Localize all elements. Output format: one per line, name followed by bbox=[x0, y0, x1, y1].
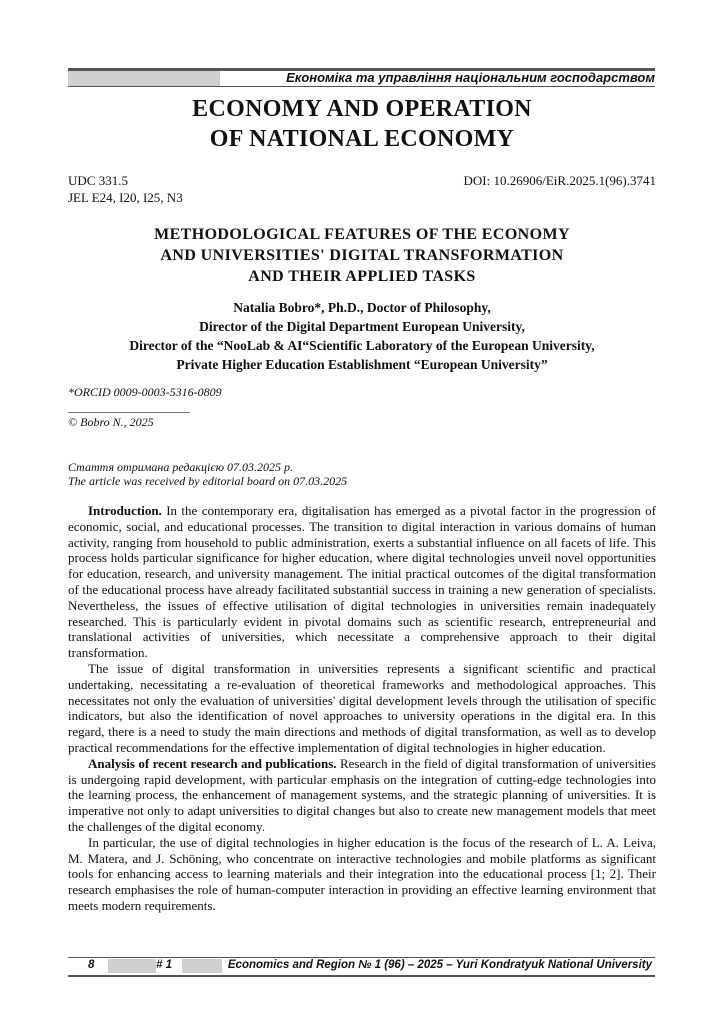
copyright: © Bobro N., 2025 bbox=[68, 415, 154, 429]
udc: UDC 331.5 bbox=[68, 173, 128, 188]
article-title-line-1: METHODOLOGICAL FEATURES OF THE ECONOMY bbox=[154, 226, 570, 243]
article-title-line-2: AND UNIVERSITIES' DIGITAL TRANSFORMATION bbox=[160, 247, 564, 264]
paragraph-issue: The issue of digital transformation in universities represents a significant scientific and practical undertaking, necessitating a re-evaluation of theoretical frameworks and methodological approaches. This necessitates not only the evaluation of universities' digital development levels through the utilisation of specific indicators, but also the identification of novel approaches to university operations in the digital era. In this regard, there is a need to study the main directions and methods of digital transformation, as well as to develop practical recommendations for the effective implementation of digital technologies in higher education. bbox=[68, 660, 656, 755]
paragraph-analysis: Analysis of recent research and publications. Research in the field of digital transformation of universities is undergoing rapid development, with particular emphasis on the integration of cutting-edge technologies into the learning process, the enhancement of management systems, and the strategic planning of universities. It is imperative not only to adapt universities to digital changes but also to create new management models that meet the challenges of the digital economy. bbox=[68, 755, 656, 834]
article-title-line-3: AND THEIR APPLIED TASKS bbox=[248, 268, 476, 285]
section-title-line-2: OF NATIONAL ECONOMY bbox=[209, 126, 515, 152]
separator-line bbox=[68, 412, 190, 413]
author-line-3: Director of the “NooLab & AI“Scientific Laboratory of the European University, bbox=[129, 338, 595, 353]
footer-journal: Economics and Region № 1 (96) – 2025 – Yuri Kondratyuk National University bbox=[227, 959, 652, 971]
section-title-line-1: ECONOMY AND OPERATION bbox=[192, 96, 532, 122]
running-header: Економіка та управління національним господарством bbox=[286, 70, 655, 85]
article-body bbox=[68, 503, 656, 914]
footer-shade-2 bbox=[182, 959, 222, 973]
footer-rule-bottom bbox=[68, 975, 655, 977]
header-shade bbox=[68, 71, 220, 86]
paragraph-introduction: Introduction. In the contemporary era, digitalisation has emerged as a pivotal factor in the progression of economic, social, and educational processes. The transition to digital interaction in various domains of human activity, ranging from household to public administration, exerts a substantial influence on all facets of life. This process holds particular significance for higher education, where digital technologies unveil novel opportunities for education, research, and university management. The initial practical outcomes of the digital transformation of the educational process have already facilitated substantial success in training a new generation of specialists. Nevertheless, the issues of effective utilisation of digital technologies in universities remain inadequately researched. This is particularly evident in pivotal domains such as scientific research, entrepreneurial and translational activities of universities, which necessitate a comprehensive approach to their digital transformation. bbox=[68, 503, 656, 661]
page-number: 8 bbox=[88, 959, 95, 971]
jel: JEL E24, I20, I25, N3 bbox=[68, 190, 183, 205]
paragraph-research: In particular, the use of digital technologies in higher education is the focus of the research of L. A. Leiva, M. Matera, and J. Schöning, who concentrate on interactive technologies and mobile platforms as significant tools for enhancing access to learning materials and their integration into the educational process [1; 2]. Their research emphasises the role of human-computer interaction in providing an effective learning environment that meets modern requirements. bbox=[68, 834, 656, 913]
orcid: *ORCID 0009-0003-5316-0809 bbox=[68, 385, 222, 399]
footer-shade-1 bbox=[108, 959, 156, 973]
author-line-2: Director of the Digital Department European University, bbox=[199, 319, 525, 334]
issue-number: # 1 bbox=[156, 959, 172, 971]
received-date-en: The article was received by editorial board on 07.03.2025 bbox=[68, 474, 348, 488]
received-date-uk: Стаття отримана редакцією 07.03.2025 р. bbox=[68, 460, 294, 474]
author-line-4: Private Higher Education Establishment “European University” bbox=[176, 357, 548, 372]
footer-rule-top bbox=[68, 957, 655, 958]
doi: DOI: 10.26906/EiR.2025.1(96).3741 bbox=[463, 173, 656, 188]
header-rule-bottom bbox=[68, 86, 655, 87]
author-line-1: Natalia Bobro*, Ph.D., Doctor of Philosophy, bbox=[233, 300, 491, 315]
